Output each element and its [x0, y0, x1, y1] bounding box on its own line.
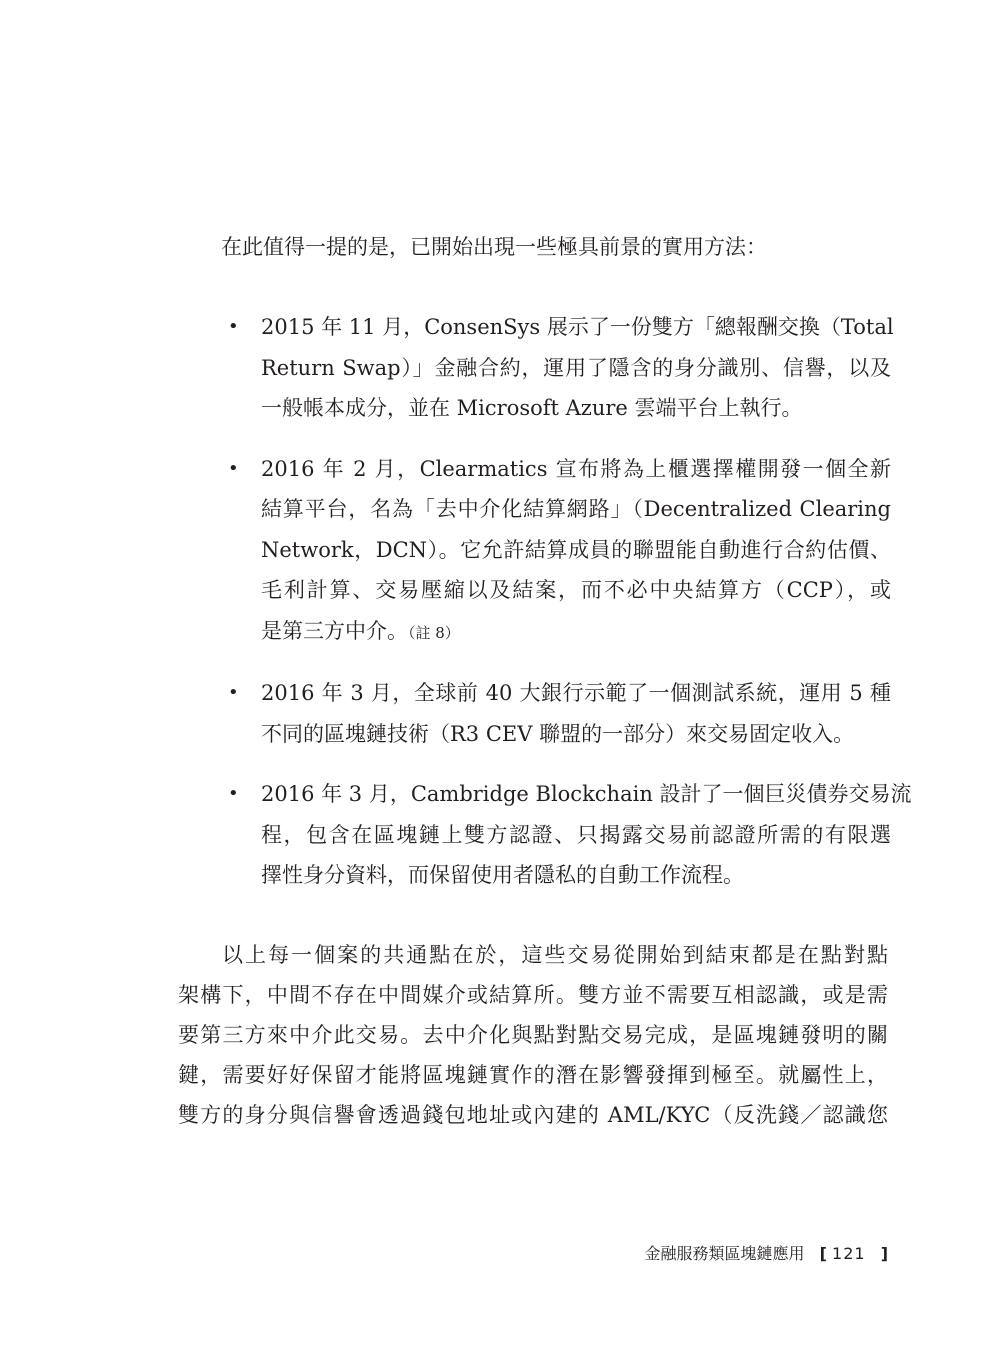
list-item-line: Network，DCN）。它允許結算成員的聯盟能自動進行合約估價、: [261, 537, 891, 562]
list-item: [221, 449, 891, 654]
list-item-line: 2016 年 3 月，全球前 40 大銀行示範了一個測試系統，運用 5 種: [261, 681, 891, 705]
list-item-line: Return Swap）」金融合約，運用了隱含的身分識別、信譽，以及: [261, 355, 891, 380]
paragraph-line: 以上每一個案的共通點在於，這些交易從開始到結束都是在點對點: [222, 943, 888, 967]
bullet-icon: •: [228, 783, 239, 804]
list-item-line: 擇性身分資料，而保留使用者隱私的自動工作流程。: [261, 863, 744, 887]
list-item-line: 毛利計算、交易壓縮以及結案，而不必中央結算方（CCP），或: [261, 578, 891, 602]
bullet-icon: •: [228, 457, 239, 479]
list-item-line: 2015 年 11 月，ConsenSys 展示了一份雙方「總報酬交換（Total: [261, 315, 894, 339]
page-footer: [645, 1241, 888, 1264]
list-item-line: 不同的區塊鏈技術（R3 CEV 聯盟的一部分）來交易固定收入。: [261, 721, 855, 746]
page-number-open-bracket: [: [819, 1244, 827, 1263]
bullet-icon: •: [228, 316, 239, 337]
list-item: [221, 673, 891, 754]
intro-sentence: 在此值得一提的是，已開始出現一些極具前景的實用方法：: [221, 235, 767, 259]
list-item-line: 一般帳本成分，並在 Microsoft Azure 雲端平台上執行。: [261, 396, 803, 420]
list-item-line: 程，包含在區塊鏈上雙方認證、只揭露交易前認證所需的有限選: [261, 822, 891, 847]
list-item-line-text: 是第三方中介。: [261, 618, 408, 643]
list-item: [221, 307, 894, 429]
list-item-line: 結算平台，名為「去中介化結算網路」（Decentralized Clearing: [261, 497, 891, 521]
paragraph-line: 架構下，中間不存在中間媒介或結算所。雙方並不需要互相認識，或是需: [178, 983, 888, 1007]
footnote-reference: （註 8）: [408, 623, 460, 642]
list-item-line: [261, 611, 891, 654]
list-item-line: 2016 年 2 月，Clearmatics 宣布將為上櫃選擇權開發一個全新: [261, 456, 891, 481]
list-item: [221, 774, 912, 896]
page-number: 121: [832, 1244, 866, 1263]
page-number-close-bracket: ]: [880, 1244, 888, 1263]
paragraph-line: 要第三方來中介此交易。去中介化與點對點交易完成，是區塊鏈發明的關: [178, 1023, 888, 1047]
body-paragraph: [178, 935, 888, 1135]
paragraph-line: 鍵，需要好好保留才能將區塊鏈實作的潛在影響發揮到極至。就屬性上，: [178, 1063, 888, 1087]
paragraph-line: 雙方的身分與信譽會透過錢包地址或內建的 AML/KYC（反洗錢／認識您: [178, 1103, 888, 1127]
list-item-line: 2016 年 3 月，Cambridge Blockchain 設計了一個巨災債券交易流: [261, 782, 912, 806]
chapter-title: 金融服務類區塊鏈應用: [644, 1244, 805, 1263]
example-list: [221, 307, 912, 916]
bullet-icon: •: [228, 682, 239, 703]
